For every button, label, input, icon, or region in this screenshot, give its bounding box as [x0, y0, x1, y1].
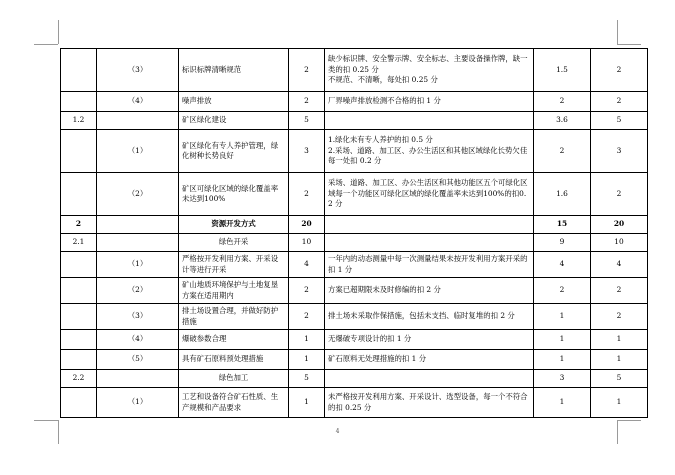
full-score-cell: 2 — [591, 92, 648, 112]
full-score-cell: 5 — [591, 370, 648, 388]
table-row — [61, 388, 648, 418]
item-name-cell: 矿山地质环境保护与土地复垦方案在适用期内 — [179, 278, 289, 304]
standard-score-cell: 2 — [289, 173, 325, 216]
sub-item-cell: （4） — [97, 330, 179, 350]
sub-item-cell: （1） — [97, 388, 179, 418]
self-score-cell: 3 — [534, 370, 591, 388]
item-id-cell — [61, 49, 97, 92]
crop-mark-tr-v — [617, 20, 618, 44]
table-row — [61, 350, 648, 370]
full-score-cell: 10 — [591, 234, 648, 252]
scoring-rule-cell — [325, 216, 534, 234]
table-row — [61, 234, 648, 252]
item-id-cell — [61, 278, 97, 304]
standard-score-cell: 3 — [289, 130, 325, 173]
item-id-cell: 2.2 — [61, 370, 97, 388]
item-name-cell: 严格按开发利用方案、开采设计等进行开采 — [179, 252, 289, 278]
table-row — [61, 252, 648, 278]
item-name-cell: 具有矿石原料预处理措施 — [179, 350, 289, 370]
self-score-cell: 1 — [534, 304, 591, 330]
full-score-cell: 2 — [591, 49, 648, 92]
scoring-rule-cell: 排土场未采取作保措施，包括未支挡、临时复堆的扣 2 分 — [325, 304, 534, 330]
item-id-cell: 2.1 — [61, 234, 97, 252]
standard-score-cell: 1 — [289, 330, 325, 350]
table-row — [61, 370, 648, 388]
sub-item-cell: （3） — [97, 49, 179, 92]
item-name-cell: 排土场设置合理，并做好防护措施 — [179, 304, 289, 330]
full-score-cell: 4 — [591, 252, 648, 278]
full-score-cell: 2 — [591, 173, 648, 216]
self-score-cell: 1 — [534, 388, 591, 418]
scoring-rule-cell: 厂界噪声排放检测不合格的扣 1 分 — [325, 92, 534, 112]
self-score-cell: 1.6 — [534, 173, 591, 216]
scoring-rule-cell: 矿石原料无处理措施的扣 1 分 — [325, 350, 534, 370]
table-row — [61, 330, 648, 350]
scoring-rule-cell: 采场、道路、加工区、办公生活区和其他功能区五个可绿化区域每一个功能区可绿化区域的绿化覆盖率未达到100%的扣0.2 分 — [325, 173, 534, 216]
item-id-cell — [61, 252, 97, 278]
sub-item-cell: （3） — [97, 304, 179, 330]
item-id-cell: 1.2 — [61, 112, 97, 130]
table-row — [61, 130, 648, 173]
full-score-cell: 20 — [591, 216, 648, 234]
standard-score-cell: 10 — [289, 234, 325, 252]
item-id-cell — [61, 304, 97, 330]
full-score-cell: 1 — [591, 388, 648, 418]
crop-mark-bl-h — [34, 420, 58, 421]
table-row — [61, 173, 648, 216]
table-row — [61, 278, 648, 304]
scoring-rule-cell — [325, 370, 534, 388]
standard-score-cell: 5 — [289, 370, 325, 388]
table-row — [61, 92, 648, 112]
standard-score-cell: 1 — [289, 350, 325, 370]
standard-score-cell: 5 — [289, 112, 325, 130]
self-score-cell: 1 — [534, 350, 591, 370]
item-name-cell: 矿区可绿化区域的绿化覆盖率未达到100% — [179, 173, 289, 216]
scoring-rule-cell: 缺少标识牌、安全警示牌、安全标志、主要设备操作牌，缺一类的扣 0.25 分 不规范、不清晰，每处扣 0.25 分 — [325, 49, 534, 92]
standard-score-cell: 20 — [289, 216, 325, 234]
sub-item-cell: （4） — [97, 92, 179, 112]
standard-score-cell: 2 — [289, 49, 325, 92]
self-score-cell: 2 — [534, 130, 591, 173]
evaluation-table — [60, 48, 648, 418]
item-id-cell — [61, 92, 97, 112]
item-name-cell: 矿区绿化建设 — [179, 112, 289, 130]
crop-mark-tl-h — [34, 44, 58, 45]
self-score-cell: 2 — [534, 92, 591, 112]
self-score-cell: 4 — [534, 252, 591, 278]
item-id-cell: 2 — [61, 216, 97, 234]
item-name-cell: 标识标牌清晰规范 — [179, 49, 289, 92]
sub-item-cell — [97, 370, 179, 388]
full-score-cell: 2 — [591, 278, 648, 304]
self-score-cell: 1 — [534, 330, 591, 350]
self-score-cell: 15 — [534, 216, 591, 234]
self-score-cell: 9 — [534, 234, 591, 252]
item-id-cell — [61, 173, 97, 216]
standard-score-cell: 2 — [289, 92, 325, 112]
table-row — [61, 216, 648, 234]
scoring-rule-cell: 1.绿化未有专人养护的扣 0.5 分 2.采场、道路、加工区、办公生活区和其他区域绿化长势欠佳每一处扣 0.2 分 — [325, 130, 534, 173]
crop-mark-tr-h — [617, 44, 641, 45]
item-id-cell — [61, 130, 97, 173]
item-name-cell: 绿色开采 — [179, 234, 289, 252]
table-row — [61, 304, 648, 330]
page-number: 4 — [335, 428, 340, 435]
scoring-rule-cell — [325, 234, 534, 252]
item-name-cell: 噪声排放 — [179, 92, 289, 112]
sub-item-cell — [97, 234, 179, 252]
sub-item-cell: （1） — [97, 130, 179, 173]
self-score-cell: 2 — [534, 278, 591, 304]
sub-item-cell: （1） — [97, 252, 179, 278]
table-body — [61, 49, 648, 418]
sub-item-cell — [97, 216, 179, 234]
scoring-rule-cell: 未严格按开发利用方案、开采设计、选型设备，每一个不符合的扣 0.25 分 — [325, 388, 534, 418]
sub-item-cell — [97, 112, 179, 130]
standard-score-cell: 4 — [289, 252, 325, 278]
self-score-cell: 3.6 — [534, 112, 591, 130]
item-id-cell — [61, 330, 97, 350]
standard-score-cell: 2 — [289, 304, 325, 330]
item-id-cell — [61, 388, 97, 418]
sub-item-cell: （2） — [97, 278, 179, 304]
standard-score-cell: 1 — [289, 388, 325, 418]
full-score-cell: 1 — [591, 350, 648, 370]
full-score-cell: 3 — [591, 130, 648, 173]
table-row — [61, 112, 648, 130]
sub-item-cell: （2） — [97, 173, 179, 216]
scoring-rule-cell — [325, 112, 534, 130]
item-name-cell: 资源开发方式 — [179, 216, 289, 234]
self-score-cell: 1.5 — [534, 49, 591, 92]
item-name-cell: 工艺和设备符合矿石性质、生产规模和产品要求 — [179, 388, 289, 418]
scoring-rule-cell: 无爆破专项设计的扣 1 分 — [325, 330, 534, 350]
full-score-cell: 1 — [591, 330, 648, 350]
item-id-cell — [61, 350, 97, 370]
crop-mark-tl-v — [58, 20, 59, 44]
item-name-cell: 绿色加工 — [179, 370, 289, 388]
table-row — [61, 49, 648, 92]
scoring-rule-cell: 一年内的动态测量中每一次测量结果未按开发利用方案开采的扣 1 分 — [325, 252, 534, 278]
item-name-cell: 矿区绿化有专人养护管理，绿化树种长势良好 — [179, 130, 289, 173]
standard-score-cell: 2 — [289, 278, 325, 304]
full-score-cell: 2 — [591, 304, 648, 330]
sub-item-cell: （5） — [97, 350, 179, 370]
item-name-cell: 爆破参数合理 — [179, 330, 289, 350]
scoring-rule-cell: 方案已超期限未及时修编的扣 2 分 — [325, 278, 534, 304]
crop-mark-br-h — [617, 420, 641, 421]
full-score-cell: 5 — [591, 112, 648, 130]
